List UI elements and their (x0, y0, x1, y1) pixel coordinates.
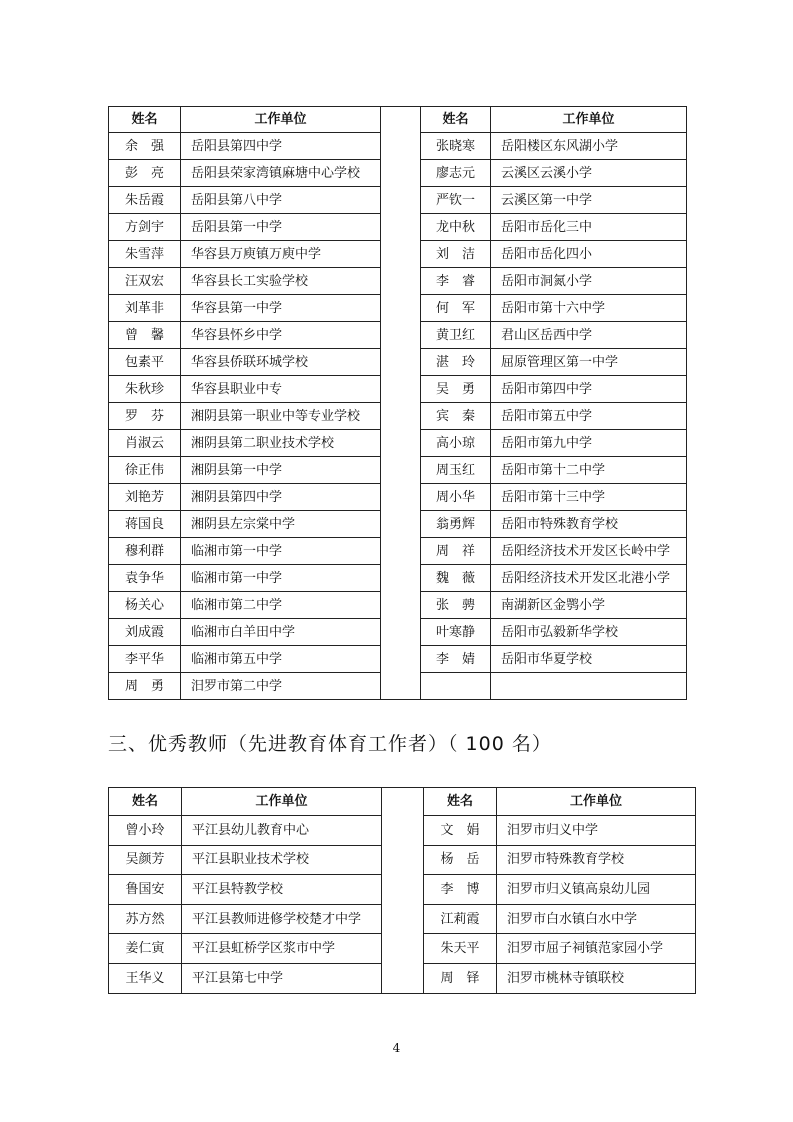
work-unit: 湘阴县第二职业技术学校 (181, 430, 381, 457)
person-name: 周 铎 (424, 963, 497, 993)
person-name: 吴颜芳 (109, 845, 182, 875)
person-name: 李 婧 (421, 646, 491, 673)
work-unit: 汨罗市归义镇高泉幼儿园 (497, 875, 696, 905)
header-unit-right: 工作单位 (491, 107, 687, 133)
person-name: 肖淑云 (109, 430, 181, 457)
work-unit: 平江县第七中学 (182, 963, 382, 993)
person-name: 李平华 (109, 646, 181, 673)
person-name: 周玉红 (421, 457, 491, 484)
work-unit: 岳阳市洞氮小学 (491, 268, 687, 295)
work-unit: 汨罗市屈子祠镇范家园小学 (497, 934, 696, 964)
work-unit: 华容县职业中专 (181, 376, 381, 403)
person-name: 朱雪萍 (109, 241, 181, 268)
work-unit: 湘阴县第四中学 (181, 484, 381, 511)
person-name: 彭 亮 (109, 160, 181, 187)
person-name: 叶寒静 (421, 619, 491, 646)
work-unit: 平江县虹桥学区浆市中学 (182, 934, 382, 964)
person-name: 蒋国良 (109, 511, 181, 538)
work-unit: 岳阳市岳化三中 (491, 214, 687, 241)
work-unit: 岳阳市第十六中学 (491, 295, 687, 322)
work-unit: 岳阳县第八中学 (181, 187, 381, 214)
roster-table-1-body (109, 107, 687, 700)
work-unit: 平江县职业技术学校 (182, 845, 382, 875)
work-unit: 南湖新区金鹗小学 (491, 592, 687, 619)
work-unit: 临湘市第一中学 (181, 538, 381, 565)
header-name-right: 姓名 (424, 788, 497, 816)
work-unit: 临湘市第二中学 (181, 592, 381, 619)
work-unit: 岳阳县荣家湾镇麻塘中心学校 (181, 160, 381, 187)
header-name-right: 姓名 (421, 107, 491, 133)
person-name: 刘 洁 (421, 241, 491, 268)
header-name-left: 姓名 (109, 107, 181, 133)
person-name: 刘成霞 (109, 619, 181, 646)
work-unit: 屈原管理区第一中学 (491, 349, 687, 376)
work-unit: 平江县特教学校 (182, 875, 382, 905)
work-unit: 湘阴县第一职业中等专业学校 (181, 403, 381, 430)
person-name: 方剑宇 (109, 214, 181, 241)
work-unit: 湘阴县左宗棠中学 (181, 511, 381, 538)
person-name: 湛 玲 (421, 349, 491, 376)
work-unit: 云溪区第一中学 (491, 187, 687, 214)
work-unit: 湘阴县第一中学 (181, 457, 381, 484)
person-name: 严钦一 (421, 187, 491, 214)
person-name: 吴 勇 (421, 376, 491, 403)
person-name: 朱岳霞 (109, 187, 181, 214)
award-roster-table-2 (108, 787, 696, 994)
header-unit-left: 工作单位 (182, 788, 382, 816)
person-name: 宾 秦 (421, 403, 491, 430)
person-name: 徐正伟 (109, 457, 181, 484)
header-unit-right: 工作单位 (497, 788, 696, 816)
person-name: 文 娟 (424, 816, 497, 846)
work-unit: 岳阳市岳化四小 (491, 241, 687, 268)
work-unit: 岳阳经济技术开发区北港小学 (491, 565, 687, 592)
person-name: 罗 芬 (109, 403, 181, 430)
work-unit: 岳阳市第十三中学 (491, 484, 687, 511)
work-unit: 岳阳市第四中学 (491, 376, 687, 403)
column-gap (381, 107, 421, 700)
award-roster-table-1 (108, 106, 687, 700)
person-name: 朱天平 (424, 934, 497, 964)
work-unit: 岳阳市弘毅新华学校 (491, 619, 687, 646)
section-heading-excellent-teachers: 三、优秀教师（先进教育体育工作者）（ 100 名） (108, 733, 552, 755)
work-unit: 华容县第一中学 (181, 295, 381, 322)
work-unit: 岳阳市第九中学 (491, 430, 687, 457)
person-name: 穆利群 (109, 538, 181, 565)
person-name: 姜仁寅 (109, 934, 182, 964)
person-name: 包素平 (109, 349, 181, 376)
person-name: 王华义 (109, 963, 182, 993)
column-gap (382, 788, 424, 994)
person-name: 张 骋 (421, 592, 491, 619)
work-unit: 临湘市第五中学 (181, 646, 381, 673)
work-unit (491, 673, 687, 700)
person-name: 翁勇辉 (421, 511, 491, 538)
person-name: 李 博 (424, 875, 497, 905)
work-unit: 华容县长工实验学校 (181, 268, 381, 295)
table-header-row (109, 107, 687, 133)
work-unit: 岳阳县第一中学 (181, 214, 381, 241)
work-unit: 华容县怀乡中学 (181, 322, 381, 349)
work-unit: 岳阳市第十二中学 (491, 457, 687, 484)
person-name: 廖志元 (421, 160, 491, 187)
person-name: 魏 薇 (421, 565, 491, 592)
person-name: 苏方然 (109, 904, 182, 934)
work-unit: 岳阳市华夏学校 (491, 646, 687, 673)
person-name: 周 勇 (109, 673, 181, 700)
work-unit: 汨罗市特殊教育学校 (497, 845, 696, 875)
work-unit: 平江县教师进修学校楚才中学 (182, 904, 382, 934)
work-unit: 华容县侨联环城学校 (181, 349, 381, 376)
person-name: 高小琼 (421, 430, 491, 457)
work-unit: 岳阳市第五中学 (491, 403, 687, 430)
work-unit: 岳阳市特殊教育学校 (491, 511, 687, 538)
roster-table-2-body (109, 788, 696, 994)
work-unit: 临湘市白羊田中学 (181, 619, 381, 646)
person-name: 杨关心 (109, 592, 181, 619)
person-name: 张晓寒 (421, 133, 491, 160)
person-name: 刘革非 (109, 295, 181, 322)
person-name: 黄卫红 (421, 322, 491, 349)
person-name: 周小华 (421, 484, 491, 511)
person-name: 曾 馨 (109, 322, 181, 349)
person-name: 刘艳芳 (109, 484, 181, 511)
person-name: 龙中秋 (421, 214, 491, 241)
work-unit: 岳阳县第四中学 (181, 133, 381, 160)
person-name: 汪双宏 (109, 268, 181, 295)
person-name: 周 祥 (421, 538, 491, 565)
work-unit: 平江县幼儿教育中心 (182, 816, 382, 846)
work-unit: 华容县万庾镇万庾中学 (181, 241, 381, 268)
person-name: 鲁国安 (109, 875, 182, 905)
header-unit-left: 工作单位 (181, 107, 381, 133)
page-number: 4 (392, 1041, 401, 1055)
work-unit: 云溪区云溪小学 (491, 160, 687, 187)
person-name: 曾小玲 (109, 816, 182, 846)
person-name: 何 军 (421, 295, 491, 322)
work-unit: 临湘市第一中学 (181, 565, 381, 592)
person-name: 李 睿 (421, 268, 491, 295)
work-unit: 岳阳楼区东风湖小学 (491, 133, 687, 160)
work-unit: 汨罗市归义中学 (497, 816, 696, 846)
work-unit: 汨罗市桃林寺镇联校 (497, 963, 696, 993)
work-unit: 君山区岳西中学 (491, 322, 687, 349)
person-name: 余 强 (109, 133, 181, 160)
person-name: 袁争华 (109, 565, 181, 592)
work-unit: 汨罗市白水镇白水中学 (497, 904, 696, 934)
person-name (421, 673, 491, 700)
header-name-left: 姓名 (109, 788, 182, 816)
person-name: 杨 岳 (424, 845, 497, 875)
person-name: 朱秋珍 (109, 376, 181, 403)
person-name: 江莉霞 (424, 904, 497, 934)
work-unit: 岳阳经济技术开发区长岭中学 (491, 538, 687, 565)
table-header-row (109, 788, 696, 816)
work-unit: 汨罗市第二中学 (181, 673, 381, 700)
